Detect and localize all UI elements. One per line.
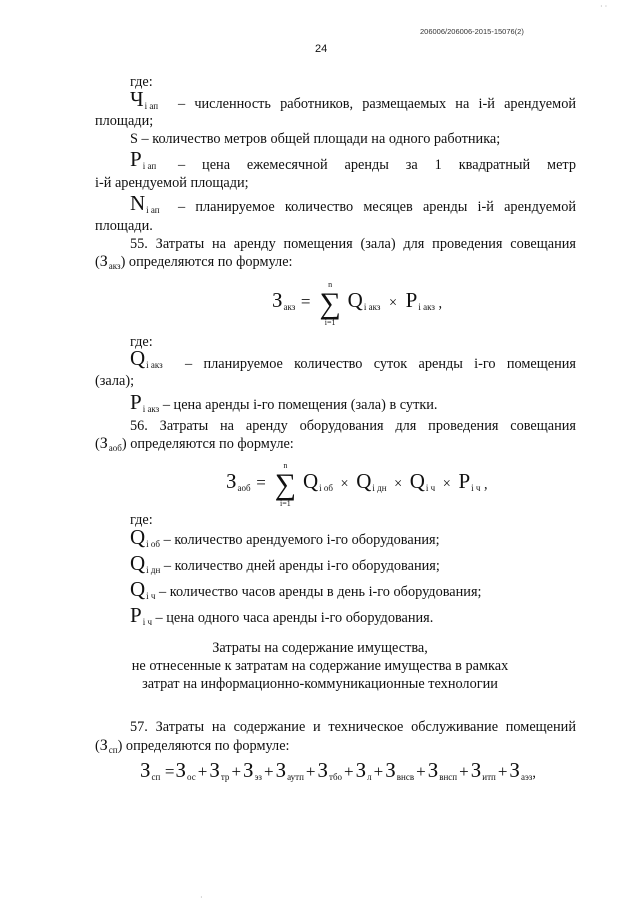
f57-term-sub: внсв [396, 772, 415, 782]
f57-term-sub: тр [220, 772, 230, 782]
p55-line1: 55. Затраты на аренду помещения (зала) для проведения совещания [130, 236, 576, 252]
f57-plus: + [416, 762, 426, 781]
p56-def4-sub: i ч [142, 617, 152, 627]
symbol-n: N [130, 191, 146, 215]
symbol-n-sub: i ап [146, 205, 160, 215]
p55-defp-text: – цена аренды i-го помещения (зала) в сутки. [162, 397, 438, 413]
symbol-ch-sub: i ап [144, 101, 159, 111]
f57-plus: + [305, 762, 316, 781]
f55-q-sub: i акз [363, 302, 381, 313]
f55-eq: = [300, 292, 311, 312]
p56-def2 [130, 553, 440, 575]
p56-def3 [130, 579, 482, 601]
p55-rest: ) определяются по формуле: [120, 254, 293, 270]
f55-lhs: З [272, 288, 283, 313]
p56-def2-symbol: Q [130, 551, 146, 575]
f57-term-symbol: З [509, 758, 520, 782]
p56-def1-symbol: Q [130, 525, 146, 549]
p57-line1: 57. Затраты на содержание и техническое обслуживание помещений [130, 719, 576, 735]
p56-def3-text: – количество часов аренды в день i-го оборудования; [159, 584, 482, 600]
f57-term-symbol: З [209, 758, 220, 782]
f57-plus: + [231, 762, 242, 781]
f57-term-sub: л [367, 772, 372, 782]
f56-times-3: × [442, 476, 451, 493]
section-heading-line1: Затраты на содержание имущества, [212, 640, 428, 656]
p56-sym: З [99, 435, 108, 452]
formula-57 [140, 760, 536, 782]
f56-q1-sub: i об [319, 483, 333, 494]
symbol-p: Р [130, 147, 142, 171]
f56-q2-sub: i дн [372, 483, 387, 494]
f57-term-symbol: З [470, 758, 482, 782]
f56-q3: Q [409, 469, 425, 494]
def-p-line [130, 149, 156, 171]
scan-mark-bottom: · [200, 893, 203, 902]
p56-where: где: [130, 512, 153, 528]
f56-lhs: З [226, 469, 237, 494]
p56-sub: аоб [108, 443, 122, 453]
f56-times-1: × [340, 476, 349, 493]
f57-term-symbol: З [385, 758, 396, 782]
def-ch-line [130, 89, 158, 111]
p56-def2-text: – количество дней аренды i-го оборудования; [163, 558, 440, 574]
p56-def1-sub: i об [146, 539, 161, 549]
f57-plus: + [373, 762, 384, 781]
p55-sub: акз [108, 261, 121, 271]
p57-sym: З [99, 737, 108, 754]
p56-def1-text: – количество арендуемого i-го оборудования; [163, 532, 440, 548]
f55-sum-top: n [328, 280, 333, 289]
f56-p: P [458, 469, 471, 494]
p55-line2 [95, 254, 293, 271]
f56-q1: Q [302, 469, 319, 494]
f55-lhs-sub: акз [283, 302, 296, 313]
symbol-p-sub: i ап [142, 161, 157, 171]
p55-sym: З [99, 253, 108, 270]
def-n-text: – планируемое количество месяцев аренды i-й арендуемой [178, 199, 576, 215]
def-ch-text: – численность работников, размещаемых на i-й арендуемой [178, 96, 576, 112]
f57-term-symbol: З [427, 758, 439, 782]
p56-def4-text: – цена одного часа аренды i-го оборудования. [155, 610, 434, 626]
f57-term-sub: тбо [329, 772, 343, 782]
f57-term-symbol: З [243, 758, 254, 782]
p56-def3-symbol: Q [130, 577, 146, 601]
f56-sum-bottom: i=1 [279, 499, 291, 508]
f56-p-sub: i ч [471, 483, 481, 494]
p56-paren: ( [95, 436, 100, 452]
f57-eq: = [164, 762, 175, 781]
section-heading-line2: не отнесенные к затратам на содержание имущества в рамках [131, 658, 509, 674]
f57-plus: + [263, 762, 274, 781]
p55-defp-symbol: P [130, 390, 142, 414]
p56-line1: 56. Затраты на аренду оборудования для проведения совещания [130, 418, 576, 434]
p55-defp-line [130, 392, 438, 414]
f56-q3-sub: i ч [425, 483, 436, 494]
f57-term-symbol: З [175, 758, 187, 782]
f56-q2: Q [356, 469, 372, 494]
f55-p: P [405, 288, 418, 313]
def-n-text-cont: площади. [95, 218, 153, 234]
def-p-text-cont: i-й арендуемой площади; [95, 175, 249, 191]
p55-where: где: [130, 334, 153, 350]
def-ch-text-cont: площади; [95, 113, 154, 129]
f57-end: , [532, 765, 536, 781]
formula-55 [272, 281, 442, 327]
f55-times: × [388, 295, 398, 312]
f57-term-sub: аэз [520, 772, 533, 782]
f57-plus: + [459, 762, 469, 781]
p55-defp-sub: i акз [142, 404, 160, 414]
f57-term-symbol: З [275, 758, 287, 782]
p57-rest: ) определяются по формуле: [117, 738, 290, 754]
p56-line2 [95, 436, 294, 453]
f57-term-sub: аутп [287, 772, 304, 782]
p56-def1 [130, 527, 440, 549]
formula-56 [226, 462, 488, 508]
f57-plus: + [497, 762, 508, 781]
p57-sub: сп [108, 745, 118, 755]
f56-end: , [483, 476, 488, 493]
f57-term-sub: внсп [439, 772, 458, 782]
f55-end: , [438, 295, 443, 312]
page-number: 24 [315, 43, 328, 55]
p55-defq-sym [130, 348, 163, 370]
f56-lhs-sub: аоб [237, 483, 251, 494]
def-p-text: – цена ежемесячной аренды за 1 квадратный метр [178, 157, 576, 173]
p56-def3-sub: i ч [146, 591, 156, 601]
where-label: где: [130, 74, 153, 90]
p55-defq-text: – планируемое количество суток аренды i-го помещения [185, 356, 576, 372]
f57-term-sub: итп [482, 772, 496, 782]
p56-rest: ) определяются по формуле: [121, 436, 294, 452]
p57-line2 [95, 738, 290, 755]
scan-mark: · · [600, 2, 608, 11]
f57-lhs: З [140, 758, 151, 782]
f55-sum [316, 281, 344, 327]
f55-sum-bottom: i=1 [324, 318, 336, 327]
f57-term-symbol: З [317, 758, 329, 782]
f57-plus: + [197, 762, 208, 781]
p55-defq-symbol: Q [130, 346, 146, 370]
f57-plus: + [344, 762, 354, 781]
f55-sigma: ∑ [319, 287, 341, 320]
f56-eq: = [256, 473, 266, 493]
p55-paren: ( [95, 254, 100, 270]
document-id: 206006/206006-2015-15076(2) [420, 27, 524, 36]
p56-def2-sub: i дн [146, 565, 161, 575]
p55-defq-sub: i акз [146, 360, 163, 370]
section-heading-line3: затрат на информационно-коммуникационные технологии [142, 676, 498, 692]
f57-term-symbol: З [355, 758, 367, 782]
def-n-line [130, 193, 160, 215]
f55-q: Q [347, 288, 363, 313]
symbol-ch: Ч [130, 87, 144, 111]
f57-terms [175, 758, 533, 782]
f56-times-2: × [394, 476, 403, 493]
f56-sum-top: n [283, 461, 288, 470]
f56-sum [271, 462, 299, 508]
def-s-line: S – количество метров общей площади на одного работника; [130, 131, 501, 147]
f55-p-sub: i акз [418, 302, 435, 313]
p57-paren: ( [95, 738, 100, 754]
p56-def4 [130, 605, 433, 627]
p55-defq-text-cont: (зала); [95, 373, 135, 389]
f57-term-sub: эз [254, 772, 262, 782]
p56-def4-symbol: P [130, 603, 142, 627]
f57-lhs-sub: сп [151, 772, 161, 782]
f57-term-sub: ос [187, 772, 196, 782]
f56-sigma: ∑ [274, 468, 297, 501]
